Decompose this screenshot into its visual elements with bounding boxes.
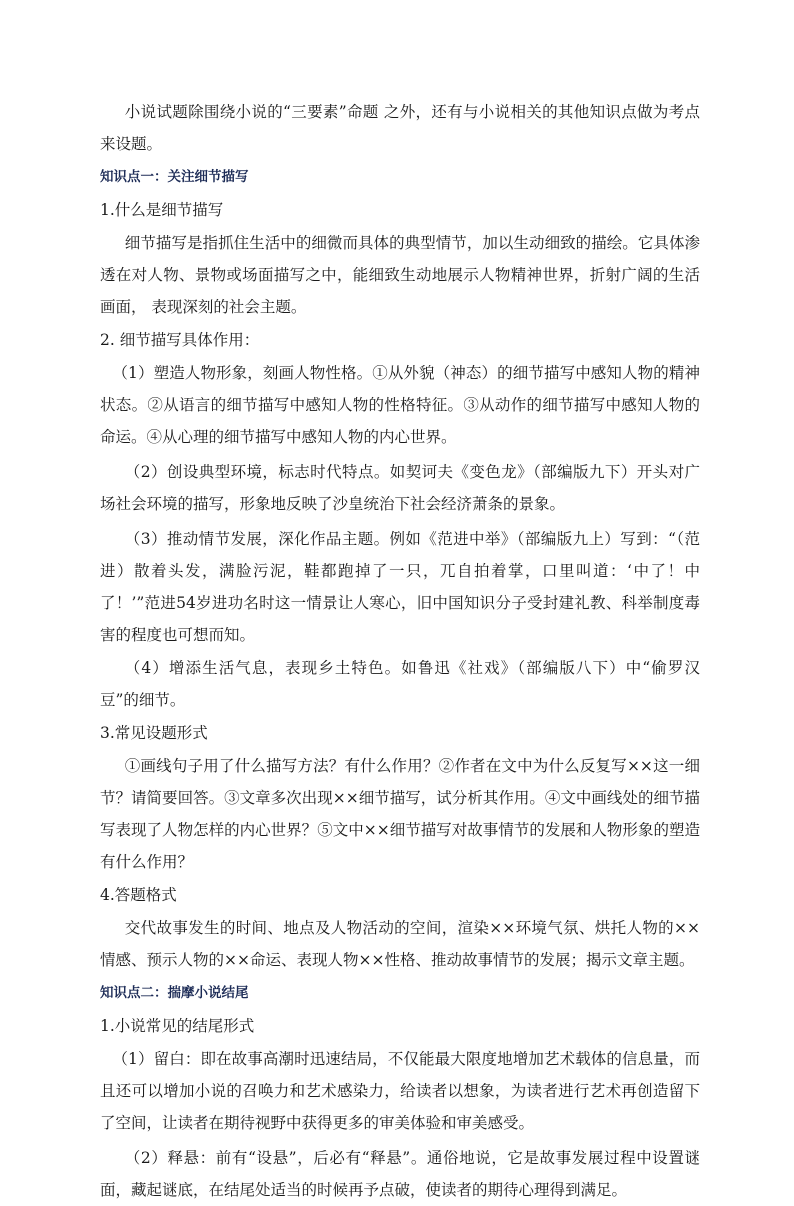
list-item-ending-2: （2）释悬：前有“设悬”，后必有“释悬”。通俗地说，它是故事发展过程中设置谜面，藏起谜底，在结尾处适当的时候再予点破，使读者的期待心理得到满足。	[100, 1149, 700, 1199]
subheading-answer-format: 4.答题格式	[100, 886, 177, 904]
paragraph-detail-definition: 细节描写是指抓住生活中的细微而具体的典型情节，加以生动细致的描绘。它具体渗透在对人物、景物或场面描写之中，能细致生动地展示人物精神世界，折射广阔的生活画面， 表现深刻的社会主题。	[100, 234, 700, 316]
section-heading-2: 知识点二：揣摩小说结尾	[100, 985, 249, 1001]
list-item-function-1: （1）塑造人物形象，刻画人物性格。①从外貌（神态）的细节描写中感知人物的精神状态。②从语言的细节描写中感知人物的性格特征。③从动作的细节描写中感知人物的命运。④从心理的细节描写中感知人物的内心世界。	[100, 364, 700, 446]
section-heading-1: 知识点一：关注细节描写	[100, 169, 249, 185]
paragraph-answer-format: 交代故事发生的时间、地点及人物活动的空间，渲染××环境气氛、烘托人物的××情感、预示人物的××命运、表现人物××性格、推动故事情节的发展；揭示文章主题。	[100, 919, 700, 969]
list-item-function-2: （2）创设典型环境，标志时代特点。如契诃夫《变色龙》（部编版九下）开头对广场社会环境的描写，形象地反映了沙皇统治下社会经济萧条的景象。	[100, 463, 700, 513]
subheading-question-forms: 3.常见设题形式	[100, 724, 208, 742]
subheading-detail-functions: 2. 细节描写具体作用：	[100, 331, 260, 349]
list-item-ending-1: （1）留白：即在故事高潮时迅速结局，不仅能最大限度地增加艺术载体的信息量，而且还可以增加小说的召唤力和艺术感染力，给读者以想象，为读者进行艺术再创造留下了空间，让读者在期待视野中获得更多的审美体验和审美感受。	[100, 1050, 700, 1132]
intro-paragraph: 小说试题除围绕小说的“三要素”命题 之外，还有与小说相关的其他知识点做为考点来设题。	[100, 103, 700, 153]
list-item-function-3: （3）推动情节发展，深化作品主题。例如《范进中举》（部编版九上）写到：“（范进）散着头发，满脸污泥，鞋都跑掉了一只，兀自拍着掌，口里叫道：‘中了！中了！’”范进54岁进功名时这一情景让人寒心，旧中国知识分子受封建礼教、科举制度毒害的程度也可想而知。	[100, 530, 700, 644]
paragraph-question-forms: ①画线句子用了什么描写方法？有什么作用？②作者在文中为什么反复写××这一细节？请简要回答。③文章多次出现××细节描写，试分析其作用。④文中画线处的细节描写表现了人物怎样的内心世界？⑤文中××细节描写对故事情节的发展和人物形象的塑造有什么作用？	[100, 757, 700, 871]
document-body	[100, 96, 700, 1206]
list-item-function-4: （4）增添生活气息，表现乡土特色。如鲁迅《社戏》（部编版八下）中“偷罗汉豆”的细节。	[100, 659, 700, 709]
subheading-ending-forms: 1.小说常见的结尾形式	[100, 1017, 255, 1035]
subheading-what-is-detail: 1.什么是细节描写	[100, 201, 224, 219]
